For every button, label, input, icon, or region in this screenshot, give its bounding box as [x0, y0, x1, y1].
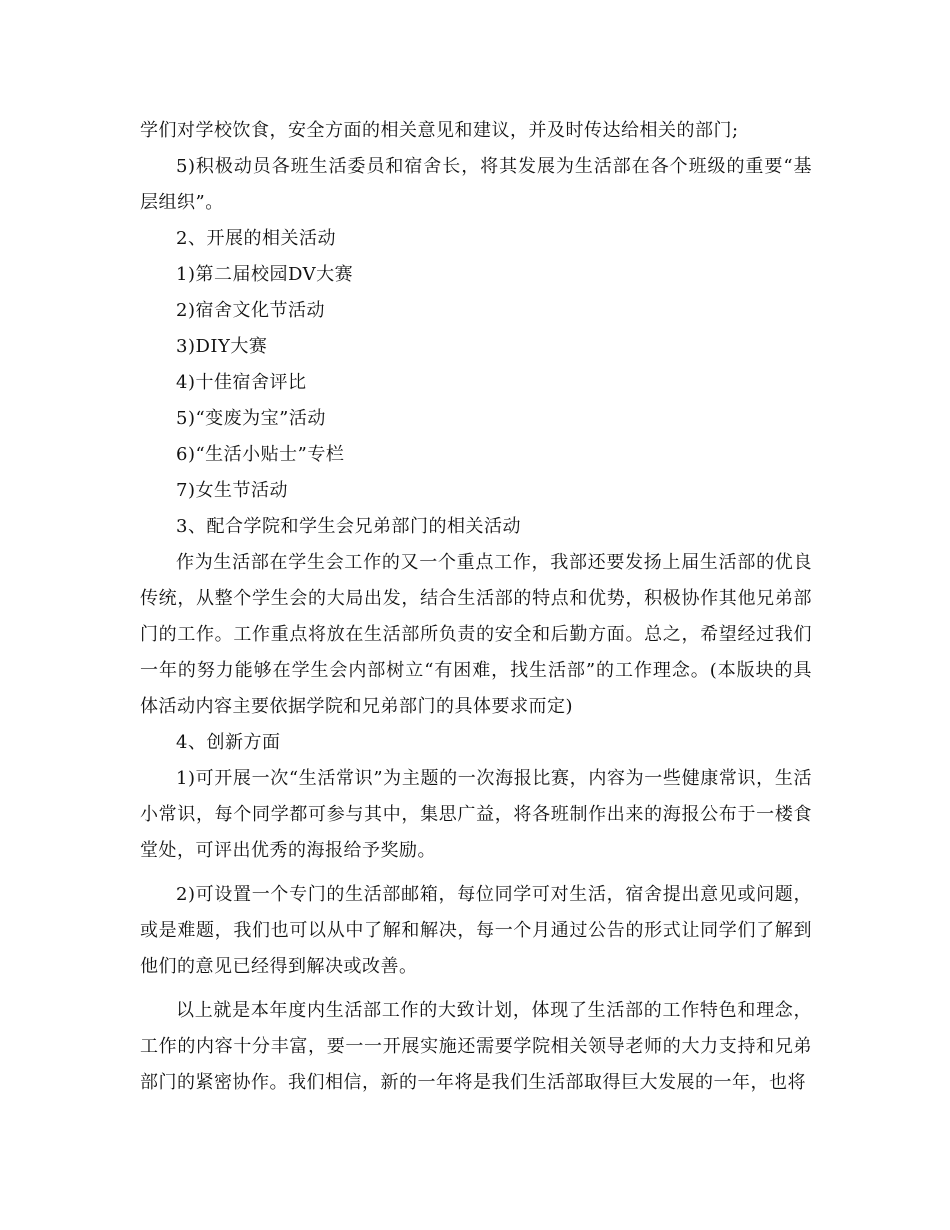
list-item: 2)宿舍文化节活动 — [176, 300, 325, 321]
list-item: 4)十佳宿舍评比 — [176, 372, 307, 393]
list-item: 3)DIY大赛 — [176, 336, 268, 357]
paragraph: 作为生活部在学生会工作的又一个重点工作，我部还要发扬上届生活部的优良传统，从整个学生会的大局出发，结合生活部的特点和优势，积极协作其他兄弟部门的工作。工作重点将放在生活部所负责的安全和后勤方面。总之，希望经过我们一年的努力能够在学生会内部树立“有困难，找生活部”的工作理念。(本版块的具体活动内容主要依据学院和兄弟部门的具体要求而定) — [140, 552, 812, 717]
list-item: 1)第二届校园DV大赛 — [176, 264, 354, 285]
paragraph: 5)积极动员各班生活委员和宿舍长，将其发展为生活部在各个班级的重要“基层组织”。 — [140, 156, 812, 213]
section-heading: 2、开展的相关活动 — [176, 228, 336, 249]
list-item: 6)“生活小贴士”专栏 — [176, 444, 345, 465]
list-item: 5)“变废为宝”活动 — [176, 408, 326, 429]
section-heading: 3、配合学院和学生会兄弟部门的相关活动 — [176, 516, 521, 537]
document-body — [140, 113, 812, 1101]
paragraph: 以上就是本年度内生活部工作的大致计划，体现了生活部的工作特色和理念，工作的内容十分丰富，要一一开展实施还需要学院相关领导老师的大力支持和兄弟部门的紧密协作。我们相信，新的一年将是我们生活部取得巨大发展的一年，也将 — [140, 1000, 812, 1093]
paragraph: 1)可开展一次“生活常识”为主题的一次海报比赛，内容为一些健康常识，生活小常识，每个同学都可参与其中，集思广益，将各班制作出来的海报公布于一楼食堂处，可评出优秀的海报给予奖励。 — [140, 768, 812, 861]
paragraph: 2)可设置一个专门的生活部邮箱，每位同学可对生活，宿舍提出意见或问题，或是难题，我们也可以从中了解和解决，每一个月通过公告的形式让同学们了解到他们的意见已经得到解决或改善。 — [140, 884, 812, 977]
paragraph: 学们对学校饮食，安全方面的相关意见和建议，并及时传达给相关的部门; — [140, 120, 739, 141]
section-heading: 4、创新方面 — [176, 732, 281, 753]
list-item: 7)女生节活动 — [176, 480, 288, 501]
